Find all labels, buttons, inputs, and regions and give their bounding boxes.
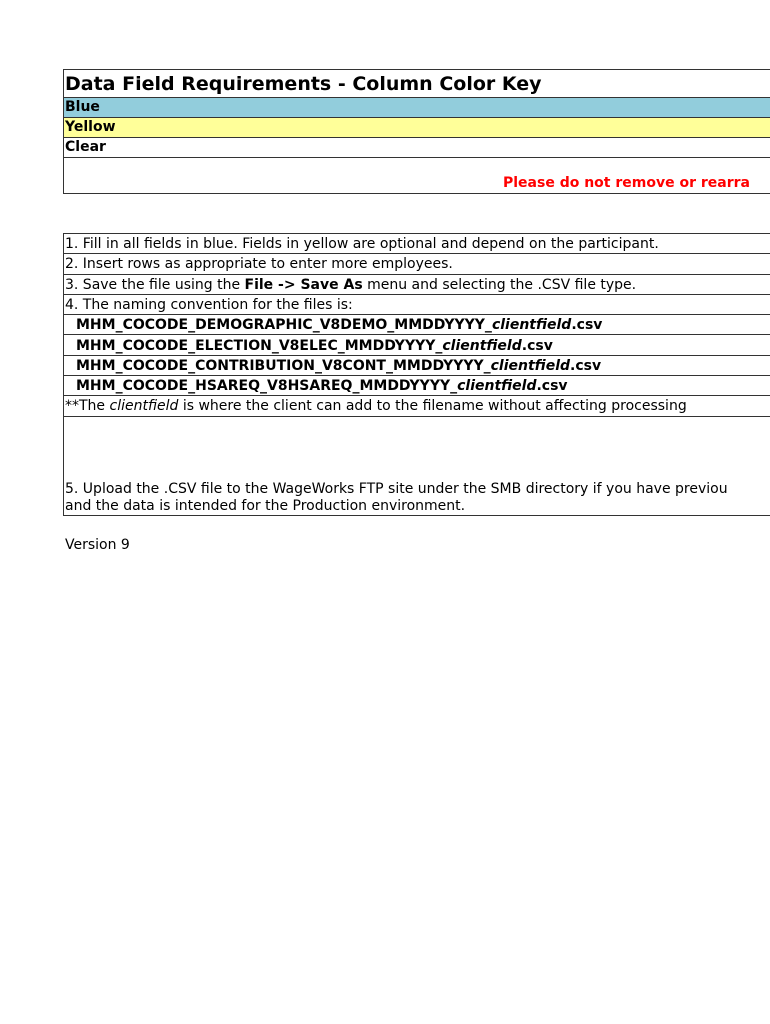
note-post: is where the client can add to the filename without affecting processing: [178, 398, 687, 415]
step3-text-post: menu and selecting the .CSV file type.: [362, 276, 637, 293]
filename-prefix: MHM_COCODE_CONTRIBUTION_V8CONT_MMDDYYYY_: [76, 357, 491, 374]
filename-ext: .csv: [521, 337, 553, 354]
filename-demographic: [64, 315, 770, 335]
instruction-step-5: [64, 417, 770, 517]
save-as-menu-path: File -> Save As: [244, 276, 363, 293]
color-key-clear-row: Clear: [64, 138, 770, 158]
color-key-title: Data Field Requirements - Column Color Key: [64, 70, 770, 98]
filename-clientfield: clientfield: [490, 357, 571, 374]
instruction-step-4: 4. The naming convention for the files is:: [64, 295, 770, 315]
instructions-table: [63, 233, 770, 516]
filename-hsareq: [64, 376, 770, 396]
color-key-table: [63, 69, 770, 194]
filename-prefix: MHM_COCODE_ELECTION_V8ELEC_MMDDYYYY_: [76, 337, 443, 354]
note-pre: **The: [65, 398, 110, 415]
color-key-warning-row: [64, 158, 770, 195]
filename-clientfield: clientfield: [457, 378, 537, 395]
clientfield-note: [64, 396, 770, 416]
filename-prefix: MHM_COCODE_HSAREQ_V8HSAREQ_MMDDYYYY_: [76, 378, 458, 395]
filename-clientfield: clientfield: [491, 317, 572, 334]
note-clientfield: clientfield: [109, 398, 179, 415]
step5-line-1: 5. Upload the .CSV file to the WageWorks FTP site under the SMB directory if you have previou: [65, 480, 728, 497]
warning-text: Please do not remove or rearra: [503, 175, 750, 191]
instruction-step-2: 2. Insert rows as appropriate to enter more employees.: [64, 254, 770, 274]
version-label: Version 9: [65, 537, 130, 553]
filename-contribution: [64, 356, 770, 376]
filename-clientfield: clientfield: [442, 337, 522, 354]
filename-ext: .csv: [570, 357, 602, 374]
instruction-step-1: 1. Fill in all fields in blue. Fields in yellow are optional and depend on the participant.: [64, 234, 770, 254]
color-key-blue-row: Blue: [64, 98, 770, 118]
filename-ext: .csv: [571, 317, 603, 334]
color-key-yellow-row: Yellow: [64, 118, 770, 138]
step5-line-2: and the data is intended for the Production environment.: [65, 497, 466, 514]
step3-text-pre: 3. Save the file using the: [65, 276, 245, 293]
instruction-step-3: [64, 275, 770, 295]
filename-prefix: MHM_COCODE_DEMOGRAPHIC_V8DEMO_MMDDYYYY_: [76, 317, 492, 334]
filename-election: [64, 336, 770, 356]
step5-text: [65, 481, 770, 515]
filename-ext: .csv: [536, 378, 568, 395]
